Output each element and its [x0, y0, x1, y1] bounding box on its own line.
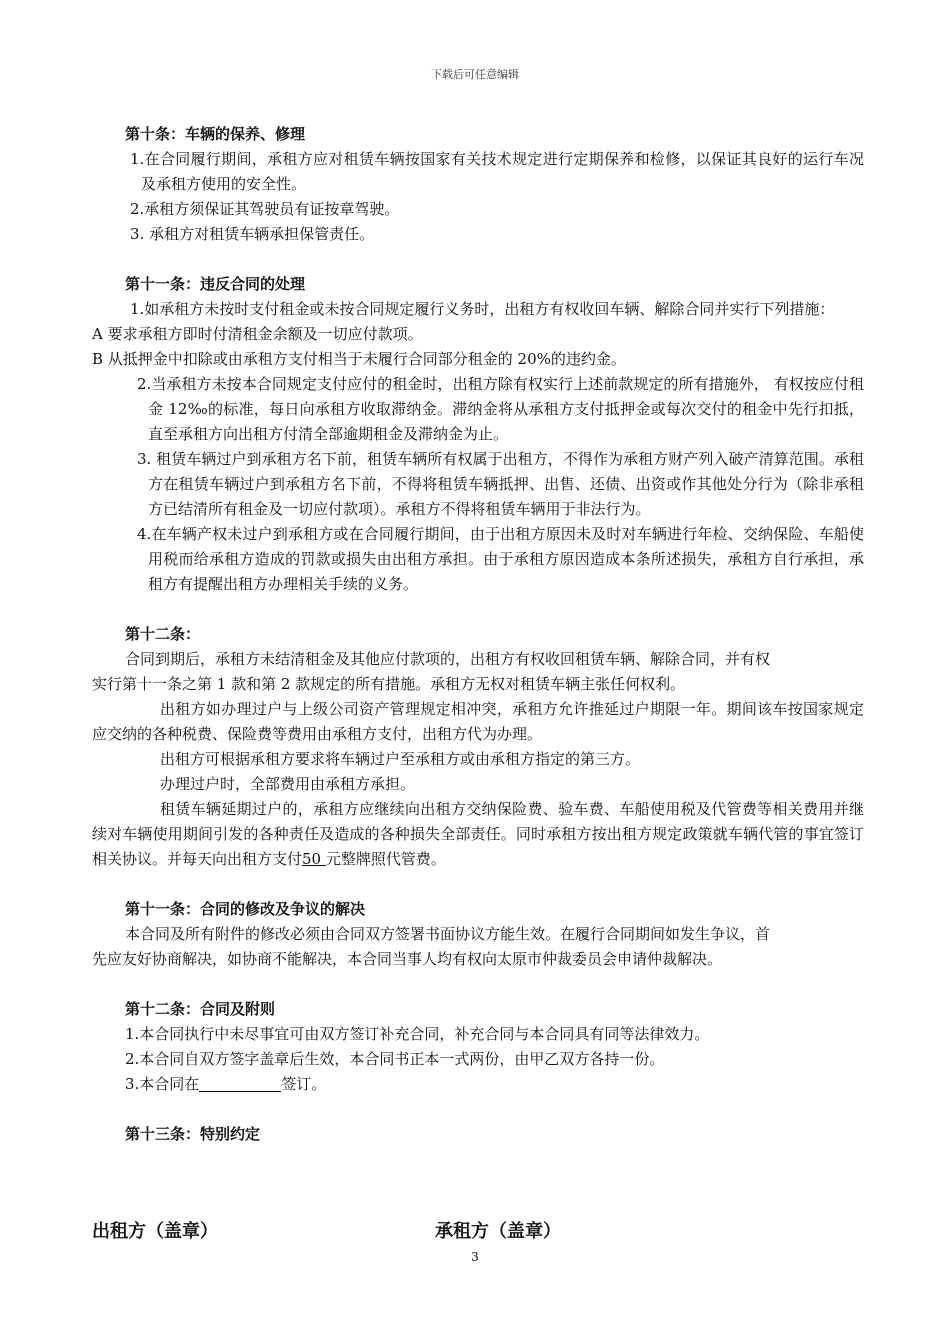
article-12-para-1-first-line: 合同到期后，承租方未结清租金及其他应付款项的，出租方有权收回租赁车辆、解除合同，并有权 — [125, 650, 771, 668]
article-10-title: 第十条：车辆的保养、修理 — [125, 125, 306, 143]
signing-place-blank — [199, 1075, 281, 1092]
article-12b-title: 第十二条：合同及附则 — [125, 1000, 276, 1018]
article-11b-para-rest: 先应友好协商解决，如协商不能解决，本合同当事人均有权向太原市仲裁委员会申请仲裁解决。 — [92, 950, 723, 968]
article-11-sub-a: A 要求承租方即时付清租金余额及一切应付款项。 — [92, 325, 423, 343]
lessee-seal-label: 承租方（盖章） — [435, 1221, 561, 1242]
document-body — [92, 122, 864, 1147]
article-12-para-5-tail: 元整牌照代管费。 — [325, 850, 446, 868]
article-11b-para-first-line: 本合同及所有附件的修改必须由合同双方签署书面协议方能生效。在履行合同期间如发生争议，首 — [125, 925, 771, 943]
article-12b-item-1: 1.本合同执行中未尽事宜可由双方签订补充合同，补充合同与本合同具有同等法律效力。 — [125, 1025, 710, 1043]
page-number: 3 — [471, 1250, 479, 1264]
article-12-para-5-text: 租赁车辆延期过户的，承租方应继续向出租方交纳保险费、验车费、车船使用税及代管费等相关费用并继续对车辆使用期间引发的各种责任及造成的各种损失全部责任。同时承租方按出租方规定政策就车辆代管的事宜签订相关协议。并每天向出租方支付 — [92, 800, 864, 868]
article-11-item-1: 1.如承租方未按时支付租金或未按合同规定履行义务时，出租方有权收回车辆、解除合同并实行下列措施： — [130, 300, 835, 318]
article-10-item-2: 2.承租方须保证其驾驶员有证按章驾驶。 — [130, 200, 400, 218]
lessor-seal-label: 出租方（盖章） — [92, 1221, 218, 1242]
article-13-title: 第十三条：特别约定 — [125, 1125, 261, 1143]
article-11-title: 第十一条：违反合同的处理 — [125, 275, 306, 293]
article-12-title: 第十二条： — [125, 625, 201, 643]
article-11-item-4: 4.在车辆产权未过户到承租方或在合同履行期间，由于出租方原因未及时对车辆进行年检、交纳保险、车船使用税而给承租方造成的罚款或损失由出租方承担。由于承租方原因造成本条所述损失，承租方自行承担，承租方有提醒出租方办理相关手续的义务。 — [137, 525, 864, 593]
management-fee-amount: 50 — [302, 850, 326, 868]
article-11-item-3: 3. 租赁车辆过户到承租方名下前，租赁车辆所有权属于出租方，不得作为承租方财产列入破产清算范围。承租方在租赁车辆过户到承租方名下前，不得将租赁车辆抵押、出售、还债、出资或作其他处分行为（除非承租方已结清所有租金及一切应付款项）。承租方不得将租赁车辆用于非法行为。 — [137, 450, 864, 518]
article-12-para-4: 办理过户时，全部费用由承租方承担。 — [160, 775, 416, 793]
article-11b-title: 第十一条：合同的修改及争议的解决 — [125, 900, 366, 918]
page-header: 下载后可任意编辑 — [431, 68, 519, 81]
article-12-para-1-rest: 实行第十一条之第 1 款和第 2 款规定的所有措施。承租方无权对租赁车辆主张任何权利。 — [92, 675, 686, 693]
article-12b-item-2: 2.本合同自双方签字盖章后生效，本合同书正本一式两份，由甲乙双方各持一份。 — [125, 1050, 665, 1068]
article-12b-item-3-tail: 签订。 — [281, 1075, 327, 1093]
article-12b-item-3 — [92, 1072, 864, 1097]
article-12-para-5 — [92, 797, 864, 872]
article-10-item-3: 3. 承租方对租赁车辆承担保管责任。 — [130, 225, 375, 243]
article-12b-item-3-text: 3.本合同在 — [125, 1075, 200, 1093]
article-11-item-2: 2.当承租方未按本合同规定支付应付的租金时，出租方除有权实行上述前款规定的所有措施外， 有权按应付租金 12‰的标准，每日向承租方收取滞纳金。滞纳金将从承租方支付抵押金或每次交付的租金中先行扣抵，直至承租方向出租方付清全部逾期租金及滞纳金为止。 — [137, 375, 864, 443]
article-10-item-1: 1.在合同履行期间，承租方应对租赁车辆按国家有关技术规定进行定期保养和检修，以保证其良好的运行车况及承租方使用的安全性。 — [130, 150, 864, 193]
article-12-para-3: 出租方可根据承租方要求将车辆过户至承租方或由承租方指定的第三方。 — [160, 750, 641, 768]
article-12-para-2: 出租方如办理过户与上级公司资产管理规定相冲突，承租方允许推延过户期限一年。期间该车按国家规定应交纳的各种税费、保险费等费用由承租方支付，出租方代为办理。 — [92, 700, 864, 743]
article-11-sub-b: B 从抵押金中扣除或由承租方支付相当于未履行合同部分租金的 20%的违约金。 — [92, 350, 626, 368]
